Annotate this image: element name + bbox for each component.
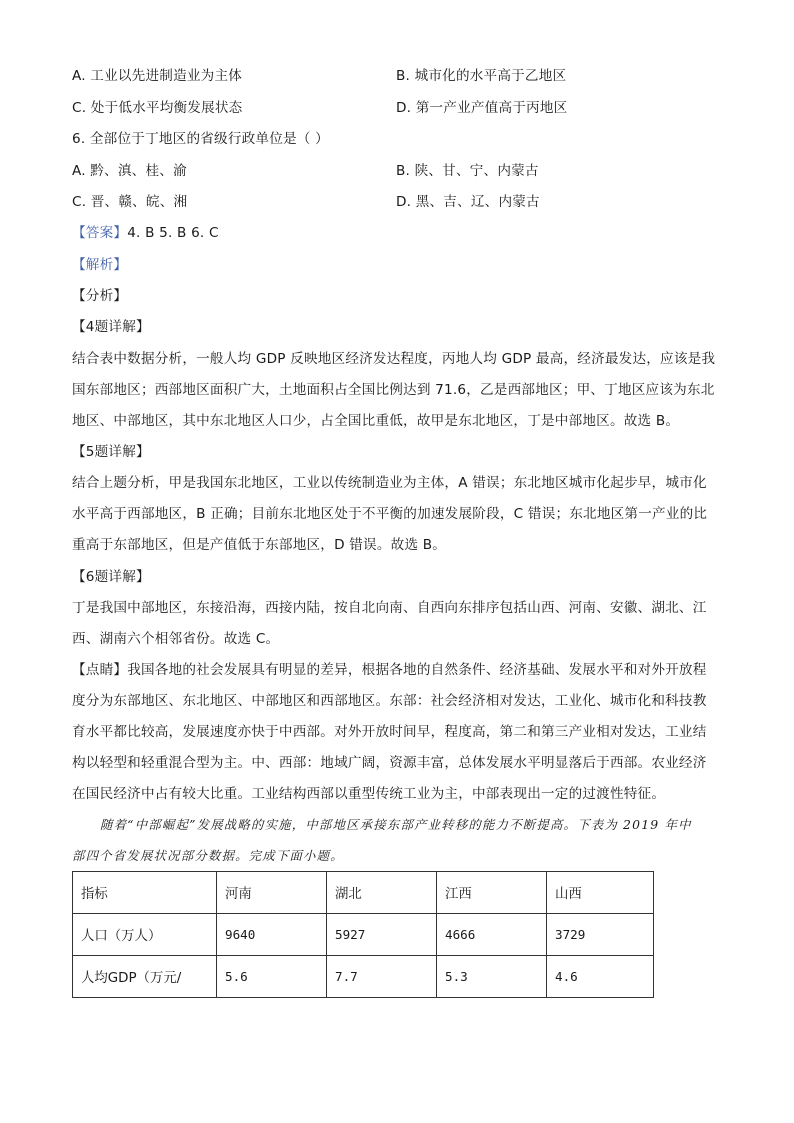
dianjing-heading: 【点睛】 xyxy=(72,662,128,678)
table-header-cell: 指标 xyxy=(73,872,217,914)
table-cell: 4.6 xyxy=(547,956,654,998)
answer-text: 4. B 5. B 6. C xyxy=(127,225,219,241)
table-header-cell: 江西 xyxy=(437,872,547,914)
dianjing-text: 我国各地的社会发展具有明显的差异，根据各地的自然条件、经济基础、发展水平和对外开放程 xyxy=(127,662,707,678)
table-row xyxy=(73,956,654,998)
table-row xyxy=(73,914,654,956)
table-cell: 人均GDP（万元/ xyxy=(73,956,217,998)
q5-option-d: D. 第一产业产值高于丙地区 xyxy=(396,100,568,116)
intro-line: 随着“中部崛起”发展战略的实施，中部地区承接东部产业转移的能力不断提高。下表为 2019 年中 xyxy=(100,817,692,832)
table-header-cell: 山西 xyxy=(547,872,654,914)
q6-detail-line: 丁是我国中部地区，东接沿海，西接内陆，按自北向南、自西向东排序包括山西、河南、安徽、湖北、江 xyxy=(72,600,707,616)
fenxi-heading: 【分析】 xyxy=(72,288,128,304)
table-cell: 7.7 xyxy=(327,956,437,998)
q5-option-a: A. 工业以先进制造业为主体 xyxy=(72,68,243,84)
table-cell: 5.3 xyxy=(437,956,547,998)
q6-option-d: D. 黑、吉、辽、内蒙古 xyxy=(396,194,540,210)
q4-detail-heading: 【4题详解】 xyxy=(72,319,150,335)
q6-option-a: A. 黔、滇、桂、渝 xyxy=(72,163,187,179)
table-cell: 4666 xyxy=(437,914,547,956)
q4-detail-line: 结合表中数据分析，一般人均 GDP 反映地区经济发达程度，丙地人均 GDP 最高，经济最发达，应该是我 xyxy=(72,351,716,367)
q6-stem: 6. 全部位于丁地区的省级行政单位是（ ） xyxy=(72,131,329,147)
table-cell: 3729 xyxy=(547,914,654,956)
answer-tag: 【答案】 xyxy=(72,225,128,241)
q5-detail-line: 重高于东部地区，但是产值低于东部地区，D 错误。故选 B。 xyxy=(72,537,447,553)
q4-detail-line: 地区、中部地区，其中东北地区人口少，占全国比重低，故甲是东北地区，丁是中部地区。故选 B。 xyxy=(72,413,680,429)
dianjing-line xyxy=(72,660,707,680)
q6-option-c: C. 晋、赣、皖、湘 xyxy=(72,194,188,210)
table-cell: 5927 xyxy=(327,914,437,956)
table-header-cell: 河南 xyxy=(217,872,327,914)
q5-option-c: C. 处于低水平均衡发展状态 xyxy=(72,100,243,116)
q6-detail-heading: 【6题详解】 xyxy=(72,569,150,585)
table-cell: 人口（万人） xyxy=(73,914,217,956)
answer-line xyxy=(72,223,219,243)
dianjing-line: 育水平都比较高，发展速度亦快于中西部。对外开放时间早，程度高，第二和第三产业相对发达，工业结 xyxy=(72,724,707,740)
q6-detail-line: 西、湖南六个相邻省份。故选 C。 xyxy=(72,631,280,647)
table-cell: 5.6 xyxy=(217,956,327,998)
data-table xyxy=(72,871,654,998)
dianjing-line: 度分为东部地区、东北地区、中部地区和西部地区。东部：社会经济相对发达，工业化、城市化和科技教 xyxy=(72,693,707,709)
q5-detail-heading: 【5题详解】 xyxy=(72,444,150,460)
q6-option-b: B. 陕、甘、宁、内蒙古 xyxy=(396,163,539,179)
intro-line: 部四个省发展状况部分数据。完成下面小题。 xyxy=(72,848,344,863)
q4-detail-line: 国东部地区；西部地区面积广大，土地面积占全国比例达到 71.6，乙是西部地区；甲、丁地区应该为东北 xyxy=(72,382,715,398)
q5-option-b: B. 城市化的水平高于乙地区 xyxy=(396,68,567,84)
q5-detail-line: 水平高于西部地区，B 正确；目前东北地区处于不平衡的加速发展阶段，C 错误；东北地区第一产业的比 xyxy=(72,506,708,522)
q5-detail-line: 结合上题分析，甲是我国东北地区，工业以传统制造业为主体，A 错误；东北地区城市化起步早，城市化 xyxy=(72,475,707,491)
analysis-heading: 【解析】 xyxy=(72,257,128,273)
table-header-cell: 湖北 xyxy=(327,872,437,914)
dianjing-line: 构以轻型和轻重混合型为主。中、西部：地域广阔，资源丰富，总体发展水平明显落后于西部。农业经济 xyxy=(72,755,707,771)
table-header-row xyxy=(73,872,654,914)
dianjing-line: 在国民经济中占有较大比重。工业结构西部以重型传统工业为主，中部表现出一定的过渡性特征。 xyxy=(72,786,666,802)
table-cell: 9640 xyxy=(217,914,327,956)
